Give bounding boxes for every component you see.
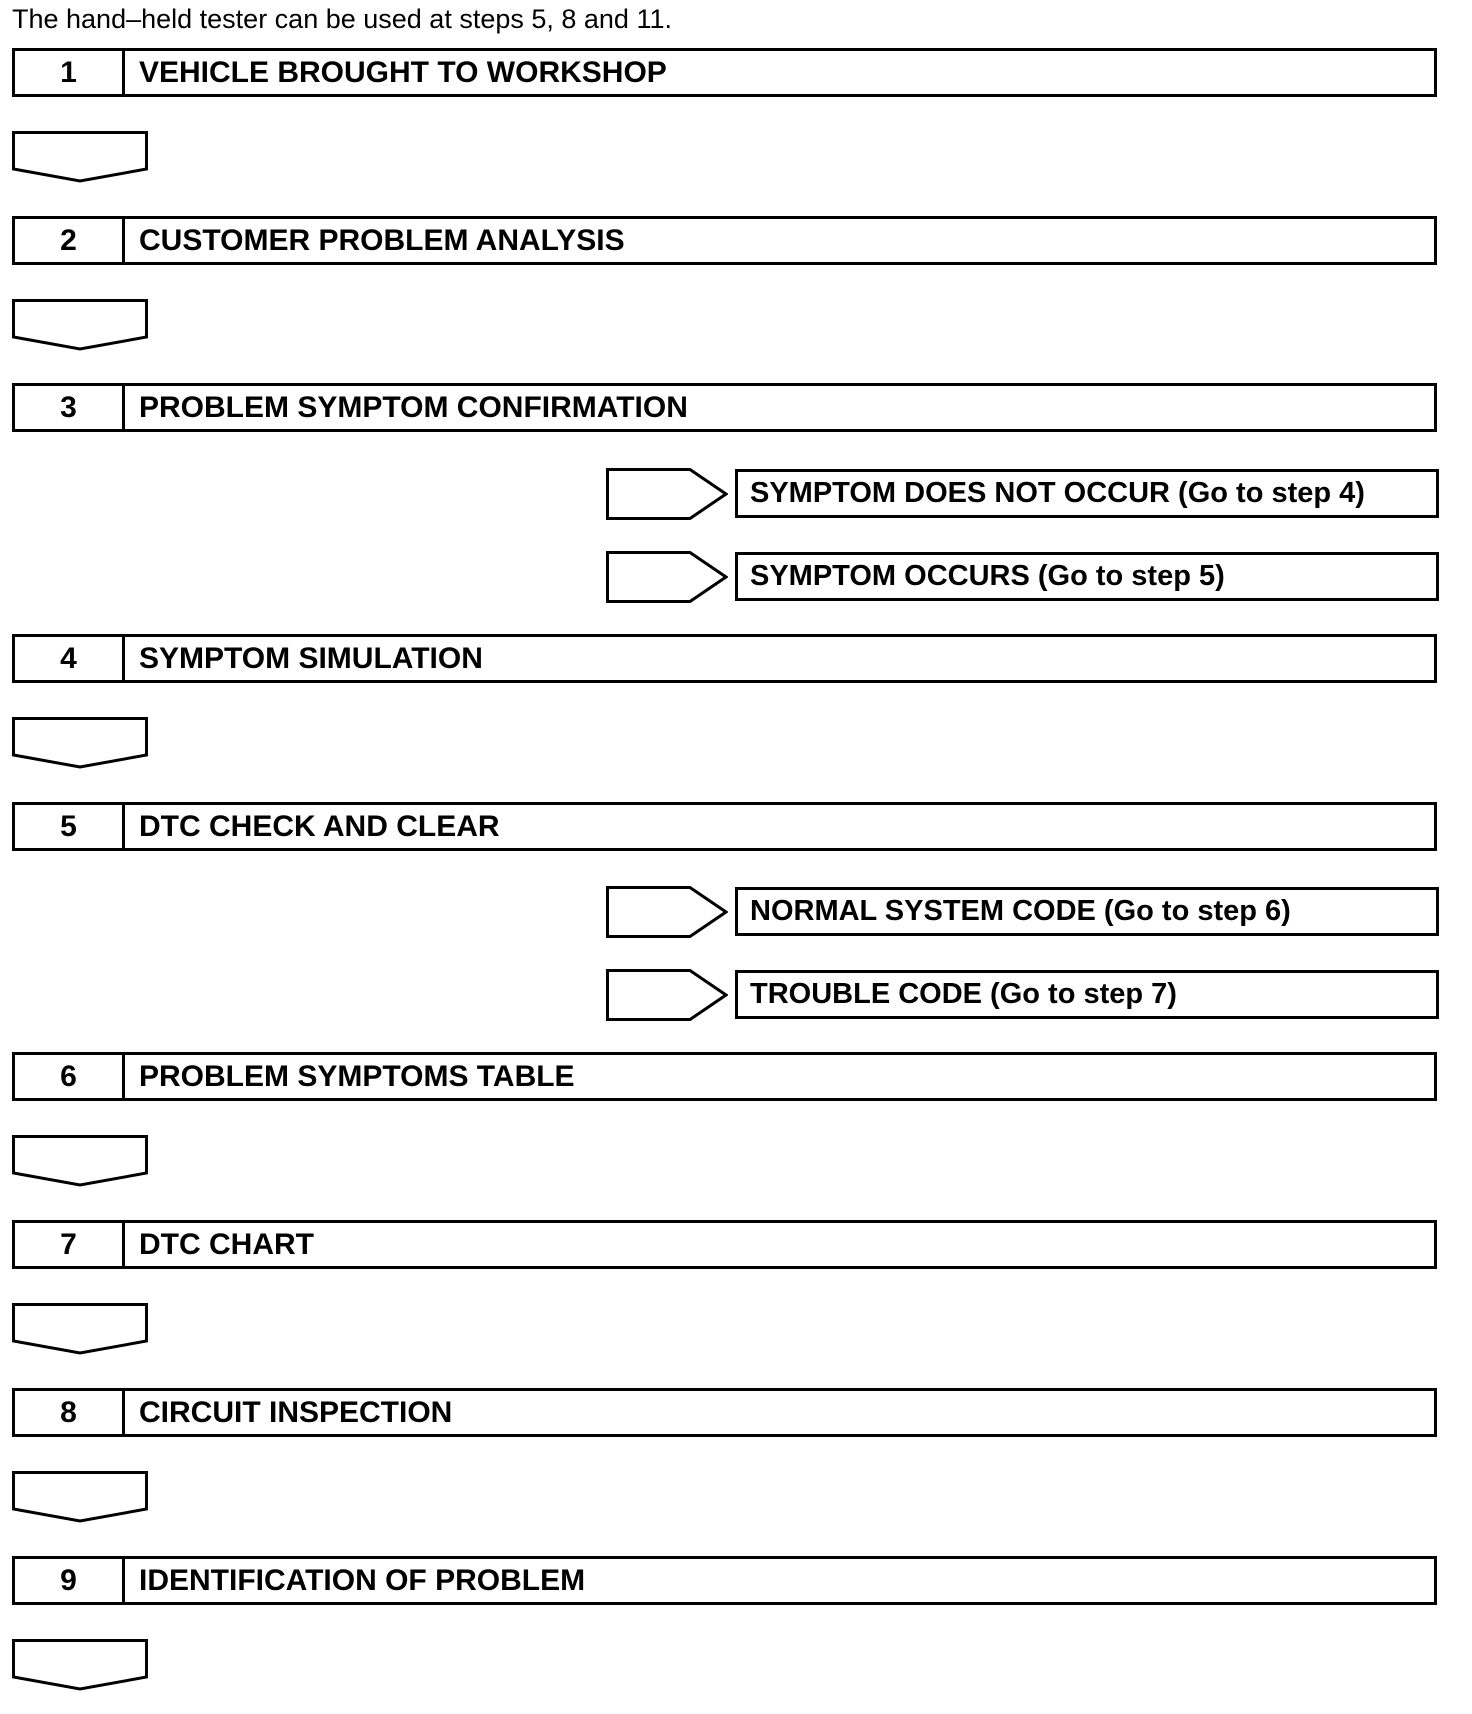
step-4-box — [12, 634, 1437, 683]
right-arrow-icon — [606, 969, 728, 1021]
step-1-box — [12, 48, 1437, 97]
down-arrow-icon — [12, 299, 148, 351]
step-title: SYMPTOM SIMULATION — [139, 641, 483, 675]
step-number: 7 — [15, 1223, 125, 1266]
intro-note: The hand–held tester can be used at steps 5, 8 and 11. — [12, 4, 672, 34]
step-title: PROBLEM SYMPTOM CONFIRMATION — [139, 390, 688, 424]
step-2-box — [12, 216, 1437, 265]
right-arrow-icon — [606, 551, 728, 603]
down-arrow-icon — [12, 1471, 148, 1523]
right-arrow-icon — [606, 468, 728, 520]
branch-symptom-occurs: SYMPTOM OCCURS (Go to step 5) — [735, 552, 1439, 601]
step-3-box — [12, 383, 1437, 432]
step-number: 8 — [15, 1391, 125, 1434]
right-arrow-icon — [606, 886, 728, 938]
branch-trouble-code: TROUBLE CODE (Go to step 7) — [735, 970, 1439, 1019]
step-title: PROBLEM SYMPTOMS TABLE — [139, 1059, 575, 1093]
step-9-box — [12, 1556, 1437, 1605]
step-number: 2 — [15, 219, 125, 262]
down-arrow-icon — [12, 1639, 148, 1691]
down-arrow-icon — [12, 1135, 148, 1187]
step-7-box — [12, 1220, 1437, 1269]
step-title: CIRCUIT INSPECTION — [139, 1395, 453, 1429]
branch-symptom-does-not-occur: SYMPTOM DOES NOT OCCUR (Go to step 4) — [735, 469, 1439, 518]
step-5-box — [12, 802, 1437, 851]
step-number: 3 — [15, 386, 125, 429]
step-title: IDENTIFICATION OF PROBLEM — [139, 1563, 586, 1597]
step-8-box — [12, 1388, 1437, 1437]
step-title: VEHICLE BROUGHT TO WORKSHOP — [139, 55, 667, 89]
step-title: DTC CHART — [139, 1227, 314, 1261]
step-title: CUSTOMER PROBLEM ANALYSIS — [139, 223, 625, 257]
step-title: DTC CHECK AND CLEAR — [139, 809, 500, 843]
down-arrow-icon — [12, 131, 148, 183]
step-number: 9 — [15, 1559, 125, 1602]
branch-normal-system-code: NORMAL SYSTEM CODE (Go to step 6) — [735, 887, 1439, 936]
step-number: 4 — [15, 637, 125, 680]
down-arrow-icon — [12, 1303, 148, 1355]
down-arrow-icon — [12, 717, 148, 769]
step-number: 1 — [15, 51, 125, 94]
step-number: 5 — [15, 805, 125, 848]
step-6-box — [12, 1052, 1437, 1101]
step-number: 6 — [15, 1055, 125, 1098]
